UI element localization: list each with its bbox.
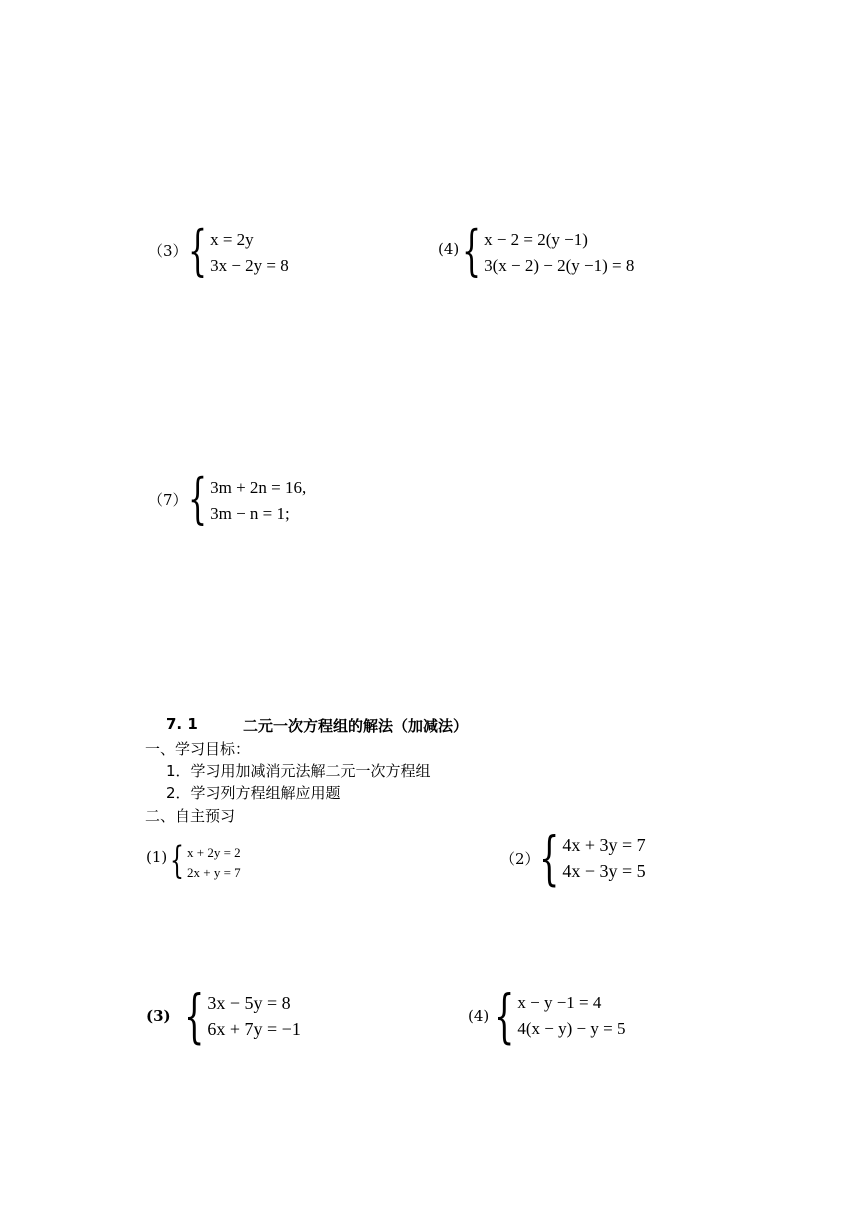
brace-icon: { <box>184 981 205 1051</box>
problem-b4-system <box>494 981 626 1051</box>
equation-1: x = 2y <box>210 230 254 249</box>
problem-b1-system <box>170 840 241 884</box>
equation-1: x − 2 = 2(y −1) <box>484 230 588 249</box>
problem-b1-label: (1) <box>146 848 168 866</box>
problem-b2-system <box>539 823 646 893</box>
equation-1: 3x − 5y = 8 <box>207 993 291 1013</box>
brace-icon: { <box>462 220 482 284</box>
equation-2: 6x + 7y = −1 <box>207 1019 301 1039</box>
section-number: 7. 1 <box>166 715 198 733</box>
part-2-heading: 二、自主预习 <box>145 807 236 825</box>
problem-4-label: (4) <box>438 240 460 258</box>
section-title: 二元一次方程组的解法（加减法） <box>243 717 469 735</box>
equation-1: 3m + 2n = 16, <box>210 478 307 497</box>
goal-2: 2．学习列方程组解应用题 <box>166 784 341 802</box>
equation-2: 4(x − y) − y = 5 <box>517 1019 626 1038</box>
equation-2: 3m − n = 1; <box>210 504 290 523</box>
equation-1: x + 2y = 2 <box>187 845 241 860</box>
equation-1: x − y −1 = 4 <box>517 993 602 1012</box>
goal-1: 1．学习用加减消元法解二元一次方程组 <box>166 762 431 780</box>
problem-b3-label: (3) <box>146 1007 171 1025</box>
equation-1: 4x + 3y = 7 <box>562 835 646 855</box>
brace-icon: { <box>188 468 208 532</box>
problem-3-system <box>188 220 289 284</box>
problem-7-label: （7） <box>148 491 188 509</box>
brace-icon: { <box>170 840 184 884</box>
equation-2: 2x + y = 7 <box>187 865 241 880</box>
problem-b4-label: (4) <box>468 1007 490 1025</box>
brace-icon: { <box>188 220 208 284</box>
problem-4-system <box>462 220 635 284</box>
equation-2: 4x − 3y = 5 <box>562 861 646 881</box>
part-1-heading: 一、学习目标： <box>145 740 251 758</box>
equation-2: 3(x − 2) − 2(y −1) = 8 <box>484 256 635 275</box>
brace-icon: { <box>494 981 515 1051</box>
brace-icon: { <box>539 823 560 893</box>
problem-7-system <box>188 468 307 532</box>
equation-2: 3x − 2y = 8 <box>210 256 289 275</box>
problem-3-label: （3） <box>148 242 188 260</box>
problem-b2-label: （2） <box>500 850 540 868</box>
problem-b3-system <box>184 981 301 1051</box>
